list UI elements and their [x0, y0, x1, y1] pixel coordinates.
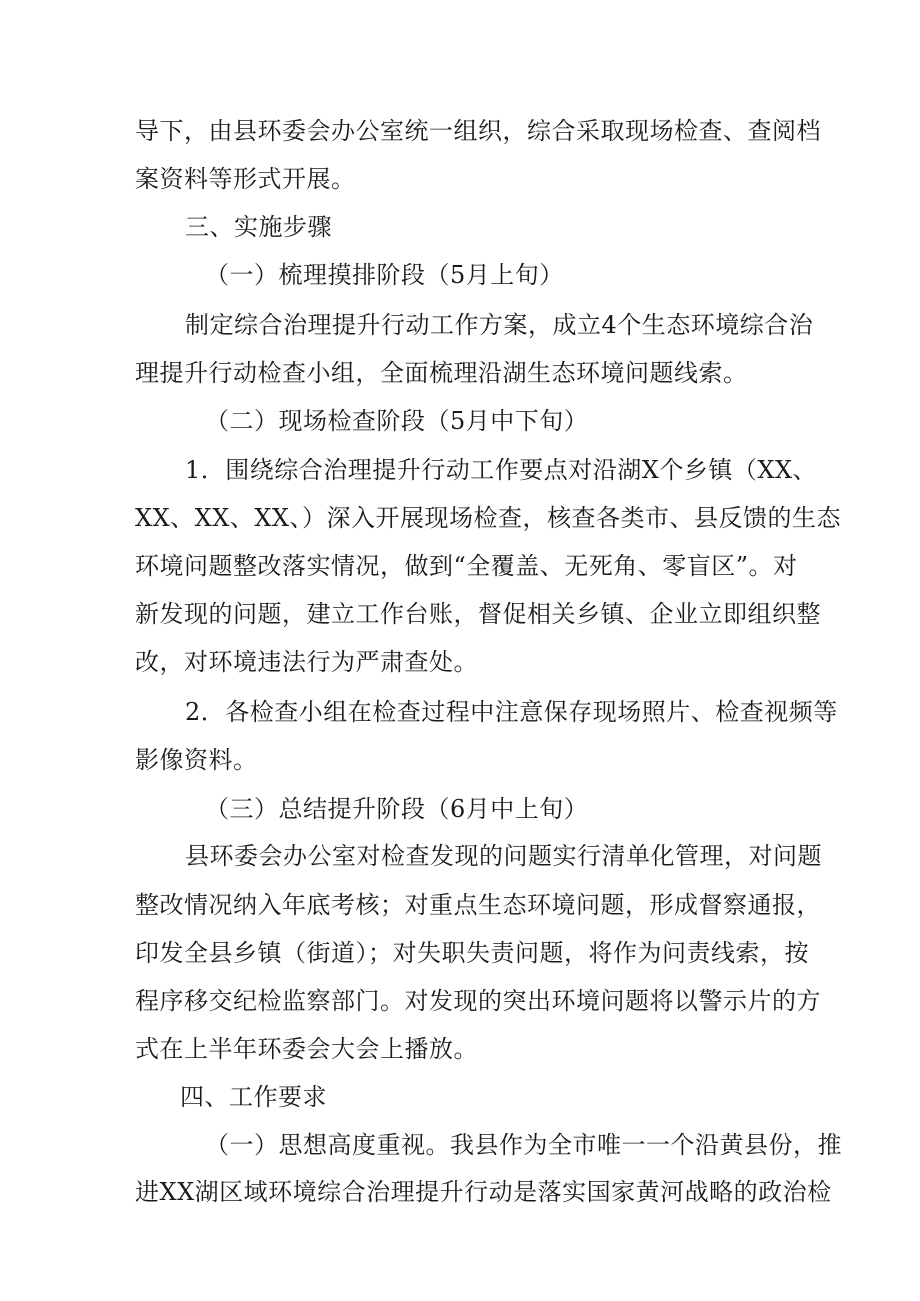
subsection-heading: （一）梳理摸排阶段（5月上旬）: [205, 261, 564, 289]
subsection-heading: （二）现场检查阶段（5月中下旬）: [205, 407, 589, 435]
body-text-line: 进XX湖区域环境综合治理提升行动是落实国家黄河战略的政治检: [135, 1178, 832, 1206]
body-text-line: 案资料等形式开展。: [135, 165, 356, 193]
body-text-line: 制定综合治理提升行动工作方案，成立4个生态环境综合治: [185, 311, 814, 339]
body-text-line: 影像资料。: [135, 746, 258, 774]
body-text-line: 环境问题整改落实情况，做到“全覆盖、无死角、零盲区”。对: [135, 552, 798, 580]
body-text-line: 印发全县乡镇（街道）；对失职失责问题，将作为问责线索，按: [135, 939, 809, 967]
body-text-line: 程序移交纪检监察部门。对发现的突出环境问题将以警示片的方: [135, 987, 821, 1015]
section-heading: 三、实施步骤: [185, 213, 332, 241]
subsection-heading: （三）总结提升阶段（6月中上旬）: [205, 795, 589, 823]
body-text-line: 导下，由县环委会办公室统一组织，综合采取现场检查、查阅档: [135, 117, 821, 145]
body-text-line: 县环委会办公室对检查发现的问题实行清单化管理，对问题: [185, 842, 822, 870]
body-text-line: 1．围绕综合治理提升行动工作要点对沿湖X个乡镇（XX、: [185, 456, 818, 484]
body-text-line: 2．各检查小组在检查过程中注意保存现场照片、检查视频等: [185, 698, 838, 726]
body-text-line: 改，对环境违法行为严肃查处。: [135, 648, 478, 676]
section-heading: 四、工作要求: [180, 1083, 327, 1111]
body-text-line: 式在上半年环委会大会上播放。: [135, 1035, 478, 1063]
body-text-line: 理提升行动检查小组，全面梳理沿湖生态环境问题线索。: [135, 359, 748, 387]
body-text-line: 整改情况纳入年底考核；对重点生态环境问题，形成督察通报，: [135, 891, 821, 919]
body-text-line: XX、XX、XX、）深入开展现场检查，核查各类市、县反馈的生态: [135, 504, 842, 532]
body-text-line: （一）思想高度重视。我县作为全市唯一一个沿黄县份，推: [205, 1131, 842, 1159]
body-text-line: 新发现的问题，建立工作台账，督促相关乡镇、企业立即组织整: [135, 600, 821, 628]
